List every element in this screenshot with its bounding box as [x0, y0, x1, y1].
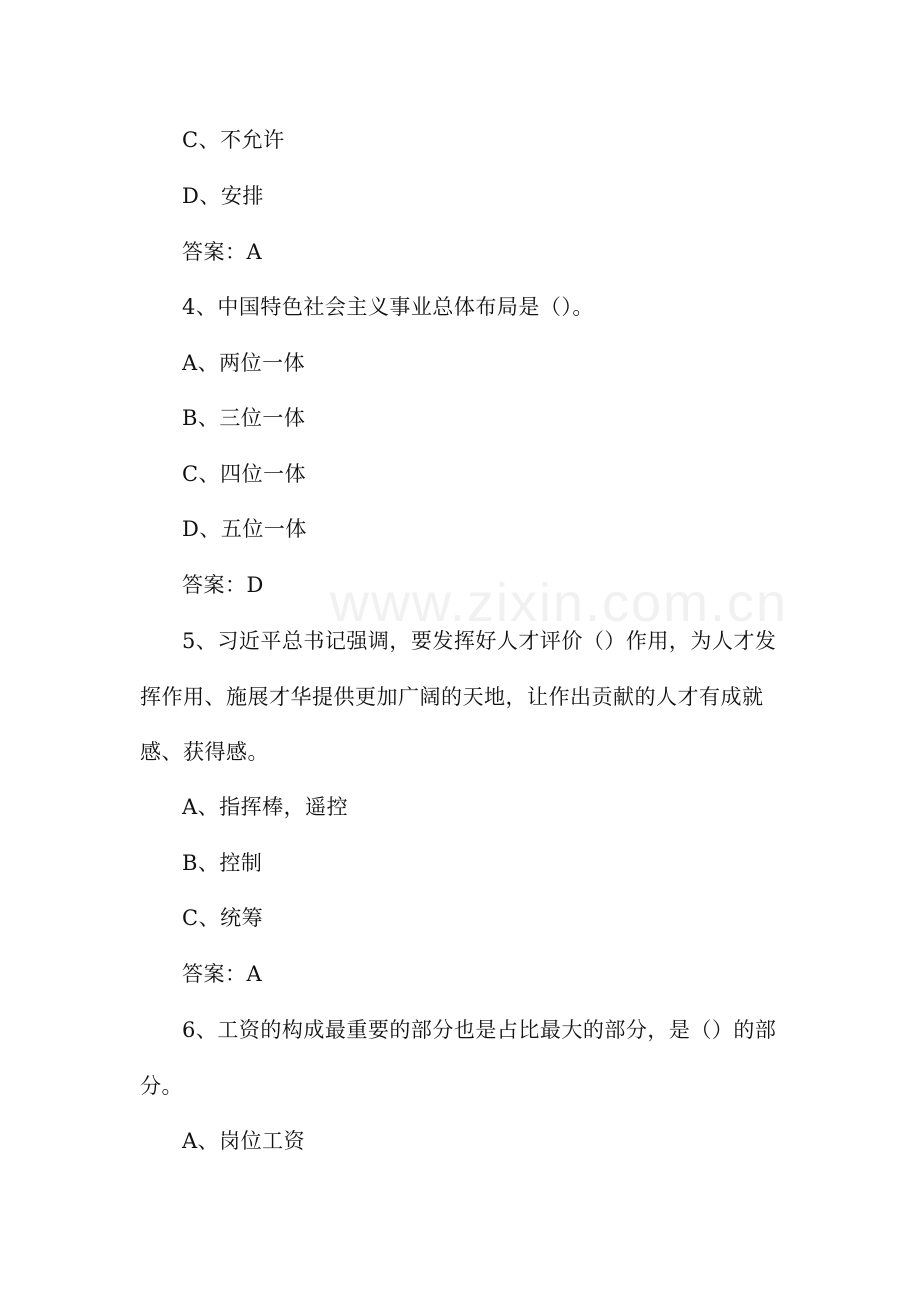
option-c-q3: C、不允许: [182, 128, 285, 152]
option-b-q4: B、三位一体: [182, 406, 306, 430]
option-a-q4: A、两位一体: [182, 351, 306, 375]
option-a-q6: A、岗位工资: [182, 1129, 306, 1153]
answer-q3: 答案：A: [182, 240, 263, 264]
question-5-line-1: 5、习近平总书记强调，要发挥好人才评价（）作用，为人才发: [182, 629, 777, 653]
option-b-q5: B、控制: [182, 851, 263, 875]
question-5-line-2: 挥作用、施展才华提供更加广阔的天地，让作出贡献的人才有成就: [140, 685, 764, 709]
option-d-q4: D、五位一体: [182, 517, 307, 541]
question-6-line-2: 分。: [140, 1074, 183, 1098]
option-c-q5: C、统筹: [182, 906, 264, 930]
watermark: www.zixin.com.cn: [330, 573, 789, 633]
option-d-q3: D、安排: [182, 184, 264, 208]
question-6-line-1: 6、工资的构成最重要的部分也是占比最大的部分，是（）的部: [182, 1018, 777, 1042]
answer-q5: 答案：A: [182, 962, 263, 986]
question-4: 4、中国特色社会主义事业总体布局是（）。: [182, 295, 594, 319]
option-c-q4: C、四位一体: [182, 462, 307, 486]
option-a-q5: A、指挥棒，遥控: [182, 795, 349, 819]
answer-q4: 答案：D: [182, 573, 264, 597]
question-5-line-3: 感、获得感。: [140, 740, 269, 764]
